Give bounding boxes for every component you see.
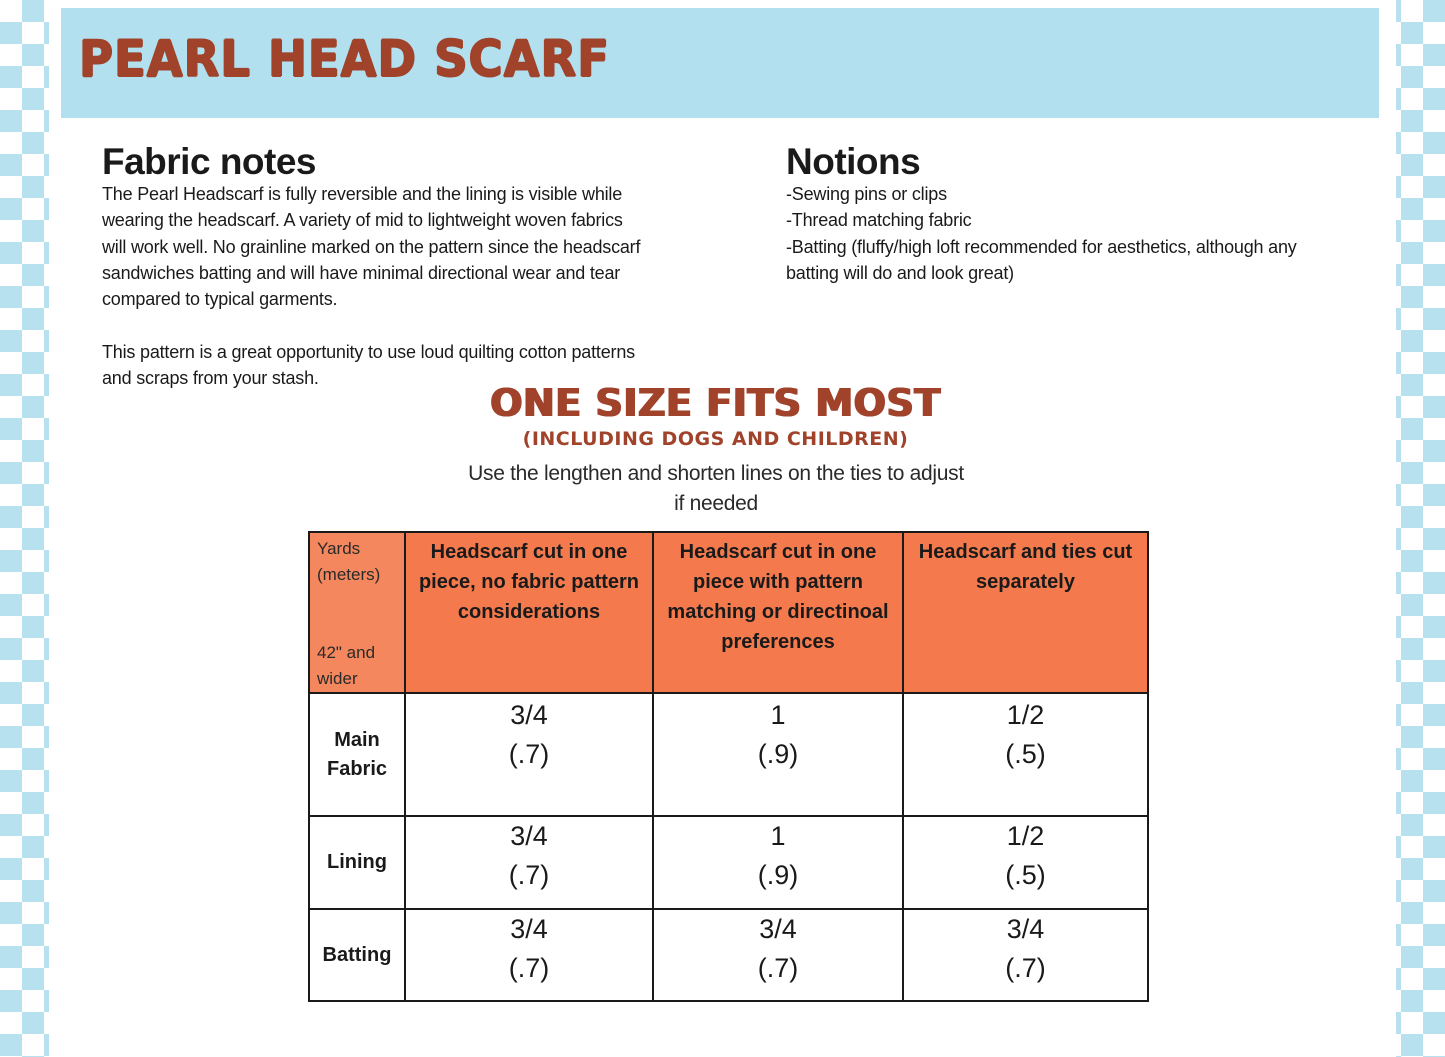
- yards-value: 1/2: [1006, 821, 1045, 851]
- adjust-note: [436, 459, 996, 519]
- meters-value: (.9): [757, 860, 799, 890]
- row-label-line: Lining: [327, 851, 387, 873]
- notion-item: batting will do and look great): [786, 262, 1014, 283]
- adjust-note-line: if needed: [674, 492, 758, 515]
- table-cell: [653, 816, 903, 909]
- notion-item: -Sewing pins or clips: [786, 184, 947, 204]
- yards-value: 3/4: [510, 821, 548, 851]
- meters-value: (.7): [508, 739, 550, 769]
- yards-value: 3/4: [759, 914, 797, 944]
- meters-value: (.7): [508, 953, 550, 983]
- notion-item: -Batting (fluffy/high loft recommended for aesthetics, although any: [786, 236, 1297, 257]
- table-cell: [653, 909, 903, 1001]
- table-cell: [653, 693, 903, 816]
- table-cell: [405, 693, 653, 816]
- units-label: [317, 536, 380, 588]
- table-header-row: [309, 532, 1148, 693]
- yards-value: 1: [770, 821, 786, 851]
- adjust-note-line: Use the lengthen and shorten lines on the ties to adjust: [468, 462, 964, 485]
- notions-list: [786, 181, 1297, 286]
- fabric-notes-line: wearing the headscarf. A variety of mid to lightweight woven fabrics: [102, 210, 623, 231]
- row-label-line: Main: [334, 728, 380, 751]
- units-yards: Yards: [317, 539, 361, 558]
- table-row: [309, 693, 1148, 816]
- fabric-notes-text: [102, 181, 640, 391]
- size-subtitle-text: (INCLUDING DOGS AND CHILDREN): [522, 428, 909, 450]
- checker-border-left: [0, 0, 49, 1057]
- column-header: Headscarf cut in one piece, no fabric pattern considerations: [405, 532, 653, 693]
- table-cell: [903, 693, 1148, 816]
- fabric-notes-line: This pattern is a great opportunity to use loud quilting cotton patterns: [102, 341, 635, 362]
- notion-item: -Thread matching fabric: [786, 210, 972, 231]
- width-line: wider: [317, 669, 358, 688]
- meters-value: (.7): [508, 860, 550, 890]
- units-meters: (meters): [317, 565, 381, 584]
- table-corner-cell: [309, 532, 405, 693]
- meters-value: (.5): [1005, 860, 1046, 890]
- size-subtitle: [0, 428, 1445, 450]
- row-label: [309, 816, 405, 909]
- yards-value: 3/4: [510, 700, 548, 730]
- meters-value: (.7): [757, 953, 799, 983]
- title-banner: [61, 8, 1379, 118]
- checker-border-right: [1396, 0, 1445, 1057]
- table-cell: [903, 909, 1148, 1001]
- row-label: [309, 693, 405, 816]
- yards-value: 3/4: [1006, 914, 1045, 944]
- width-line: 42" and: [317, 643, 376, 662]
- meters-value: (.7): [1005, 953, 1046, 983]
- size-title: [0, 381, 1445, 425]
- table-cell: [405, 816, 653, 909]
- notions-heading: Notions: [786, 141, 921, 182]
- width-label: [317, 640, 375, 692]
- yards-value: 1/2: [1006, 700, 1045, 730]
- fabric-notes-line: will work well. No grainline marked on the pattern since the headscarf: [102, 236, 641, 257]
- table-row: [309, 816, 1148, 909]
- meters-value: (.5): [1005, 739, 1046, 769]
- fabric-notes-line: The Pearl Headscarf is fully reversible and the lining is visible while: [102, 184, 623, 204]
- meters-value: (.9): [757, 739, 799, 769]
- row-label-line: Fabric: [326, 757, 388, 780]
- column-header: Headscarf cut in one piece with pattern matching or directinoal preferences: [653, 532, 903, 693]
- fabric-notes-line: sandwiches batting and will have minimal directional wear and tear: [102, 262, 621, 283]
- row-label: [309, 909, 405, 1001]
- fabric-notes-heading: Fabric notes: [102, 141, 316, 182]
- fabric-notes-line: compared to typical garments.: [102, 289, 338, 310]
- size-title-text: ONE SIZE FITS MOST: [490, 381, 941, 425]
- paragraph-gap: [102, 312, 640, 338]
- column-header: Headscarf and ties cut separately: [903, 532, 1148, 693]
- row-label-line: Batting: [322, 943, 392, 966]
- table-cell: [903, 816, 1148, 909]
- table-row: [309, 909, 1148, 1001]
- page-title: PEARL HEAD SCARF: [79, 30, 610, 88]
- fabric-notes-line: and scraps from your stash.: [102, 368, 319, 389]
- yardage-table: [308, 531, 1149, 1002]
- yards-value: 1: [770, 700, 786, 730]
- yards-value: 3/4: [510, 914, 548, 944]
- table-cell: [405, 909, 653, 1001]
